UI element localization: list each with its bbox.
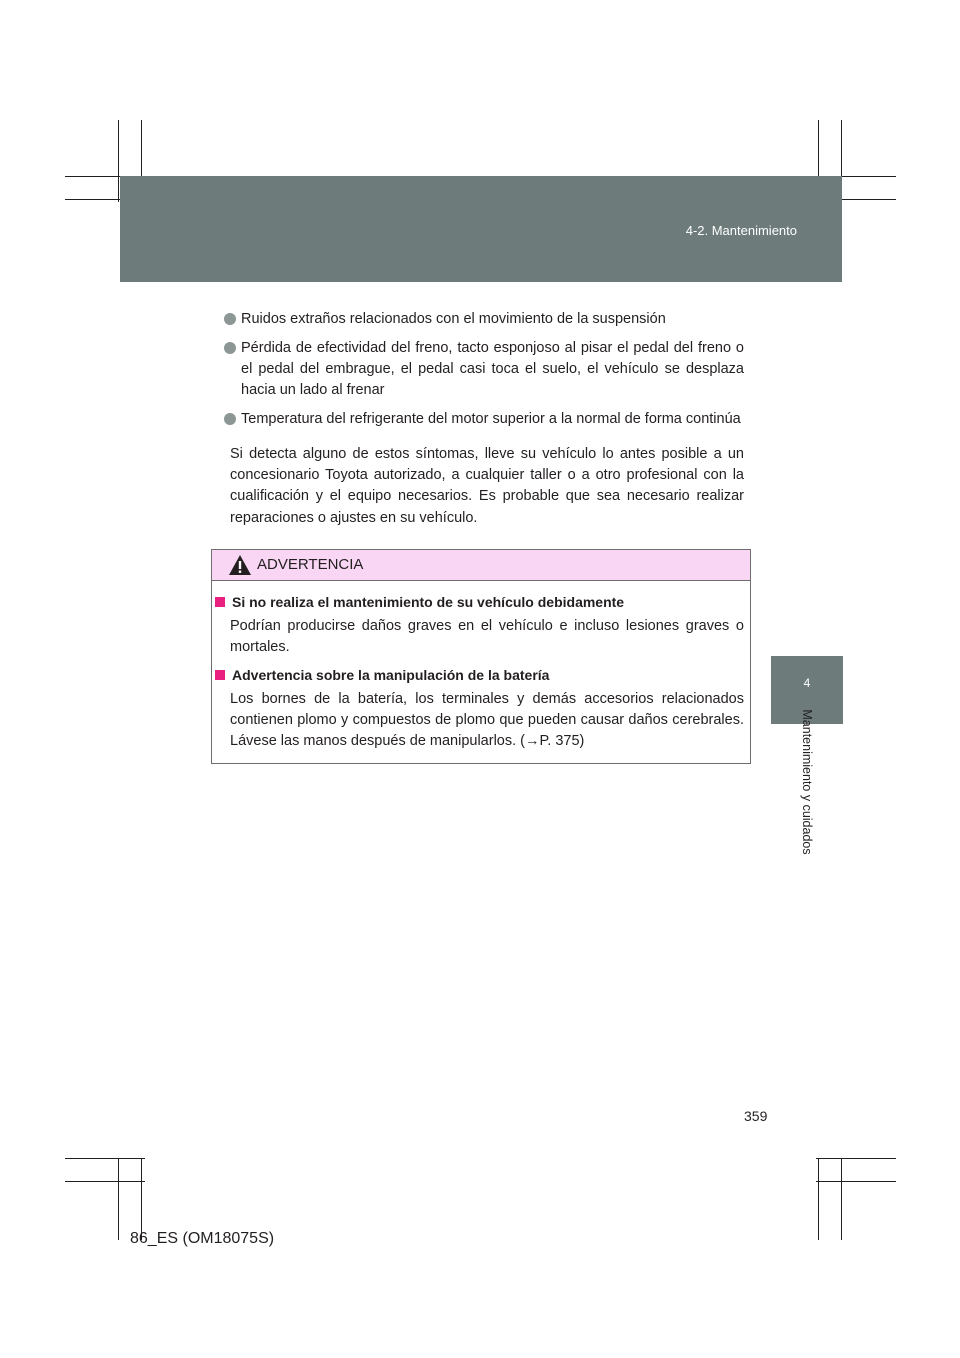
list-item (224, 409, 744, 430)
warning-item-heading-text: Si no realiza el mantenimiento de su vehículo debidamente (232, 594, 625, 610)
list-item-text: Pérdida de efectividad del freno, tacto esponjoso al pisar el pedal del freno o el pedal del embrague, el pedal casi toca el suelo, el vehículo se desplaza hacia un lado al frenar (241, 340, 744, 398)
crop-mark (65, 1158, 145, 1159)
bullet-icon (224, 313, 236, 325)
warning-triangle-icon (228, 554, 252, 576)
crop-mark (816, 1158, 896, 1159)
list-item-text: Ruidos extraños relacionados con el movimiento de la suspensión (241, 311, 666, 327)
square-bullet-icon (215, 597, 225, 607)
warning-item-heading-text: Advertencia sobre la manipulación de la batería (232, 666, 550, 683)
chapter-number: 4 (803, 676, 811, 690)
crop-mark (65, 1181, 145, 1182)
warning-box (211, 549, 751, 764)
bullet-icon (224, 342, 236, 354)
crop-mark (118, 120, 119, 202)
bullet-icon (224, 413, 236, 425)
crop-mark (118, 1158, 119, 1240)
chapter-label: Mantenimiento y cuidados (800, 709, 814, 855)
square-bullet-icon (215, 670, 225, 680)
crop-mark (141, 1158, 142, 1240)
list-item (224, 309, 744, 330)
crop-mark (841, 1158, 842, 1240)
warning-item-heading (212, 665, 750, 685)
list-item (224, 338, 744, 401)
crop-mark (816, 1181, 896, 1182)
warning-title: ADVERTENCIA (257, 556, 364, 573)
document-code: 86_ES (OM18075S) (130, 1230, 275, 1247)
section-title: 4-2. Mantenimiento (685, 223, 797, 238)
symptom-list (224, 309, 744, 438)
warning-item-text: Podrían producirse daños graves en el vehículo e incluso lesiones graves o mortales. (230, 618, 744, 656)
warning-item-heading (212, 592, 750, 612)
warning-header (212, 550, 750, 581)
body-paragraph: Si detecta alguno de estos síntomas, lleve su vehículo lo antes posible a un concesionario Toyota autorizado, a cualquier taller o a otro profesional con la cualificación y el equipo necesarios. Es probable que sea necesario realizar reparaciones o ajustes en su vehículo. (230, 446, 744, 526)
page-number: 359 (744, 1108, 768, 1124)
header-band (120, 176, 842, 282)
warning-item-text: Los bornes de la batería, los terminales y demás accesorios relacionados contienen plomo y compuestos de plomo que pueden causar daños cerebrales. Lávese las manos después de manipularlos. (→P. 375) (230, 690, 744, 750)
warning-body (212, 592, 750, 758)
list-item-text: Temperatura del refrigerante del motor superior a la normal de forma continúa (241, 411, 741, 427)
crop-mark (818, 1158, 819, 1240)
